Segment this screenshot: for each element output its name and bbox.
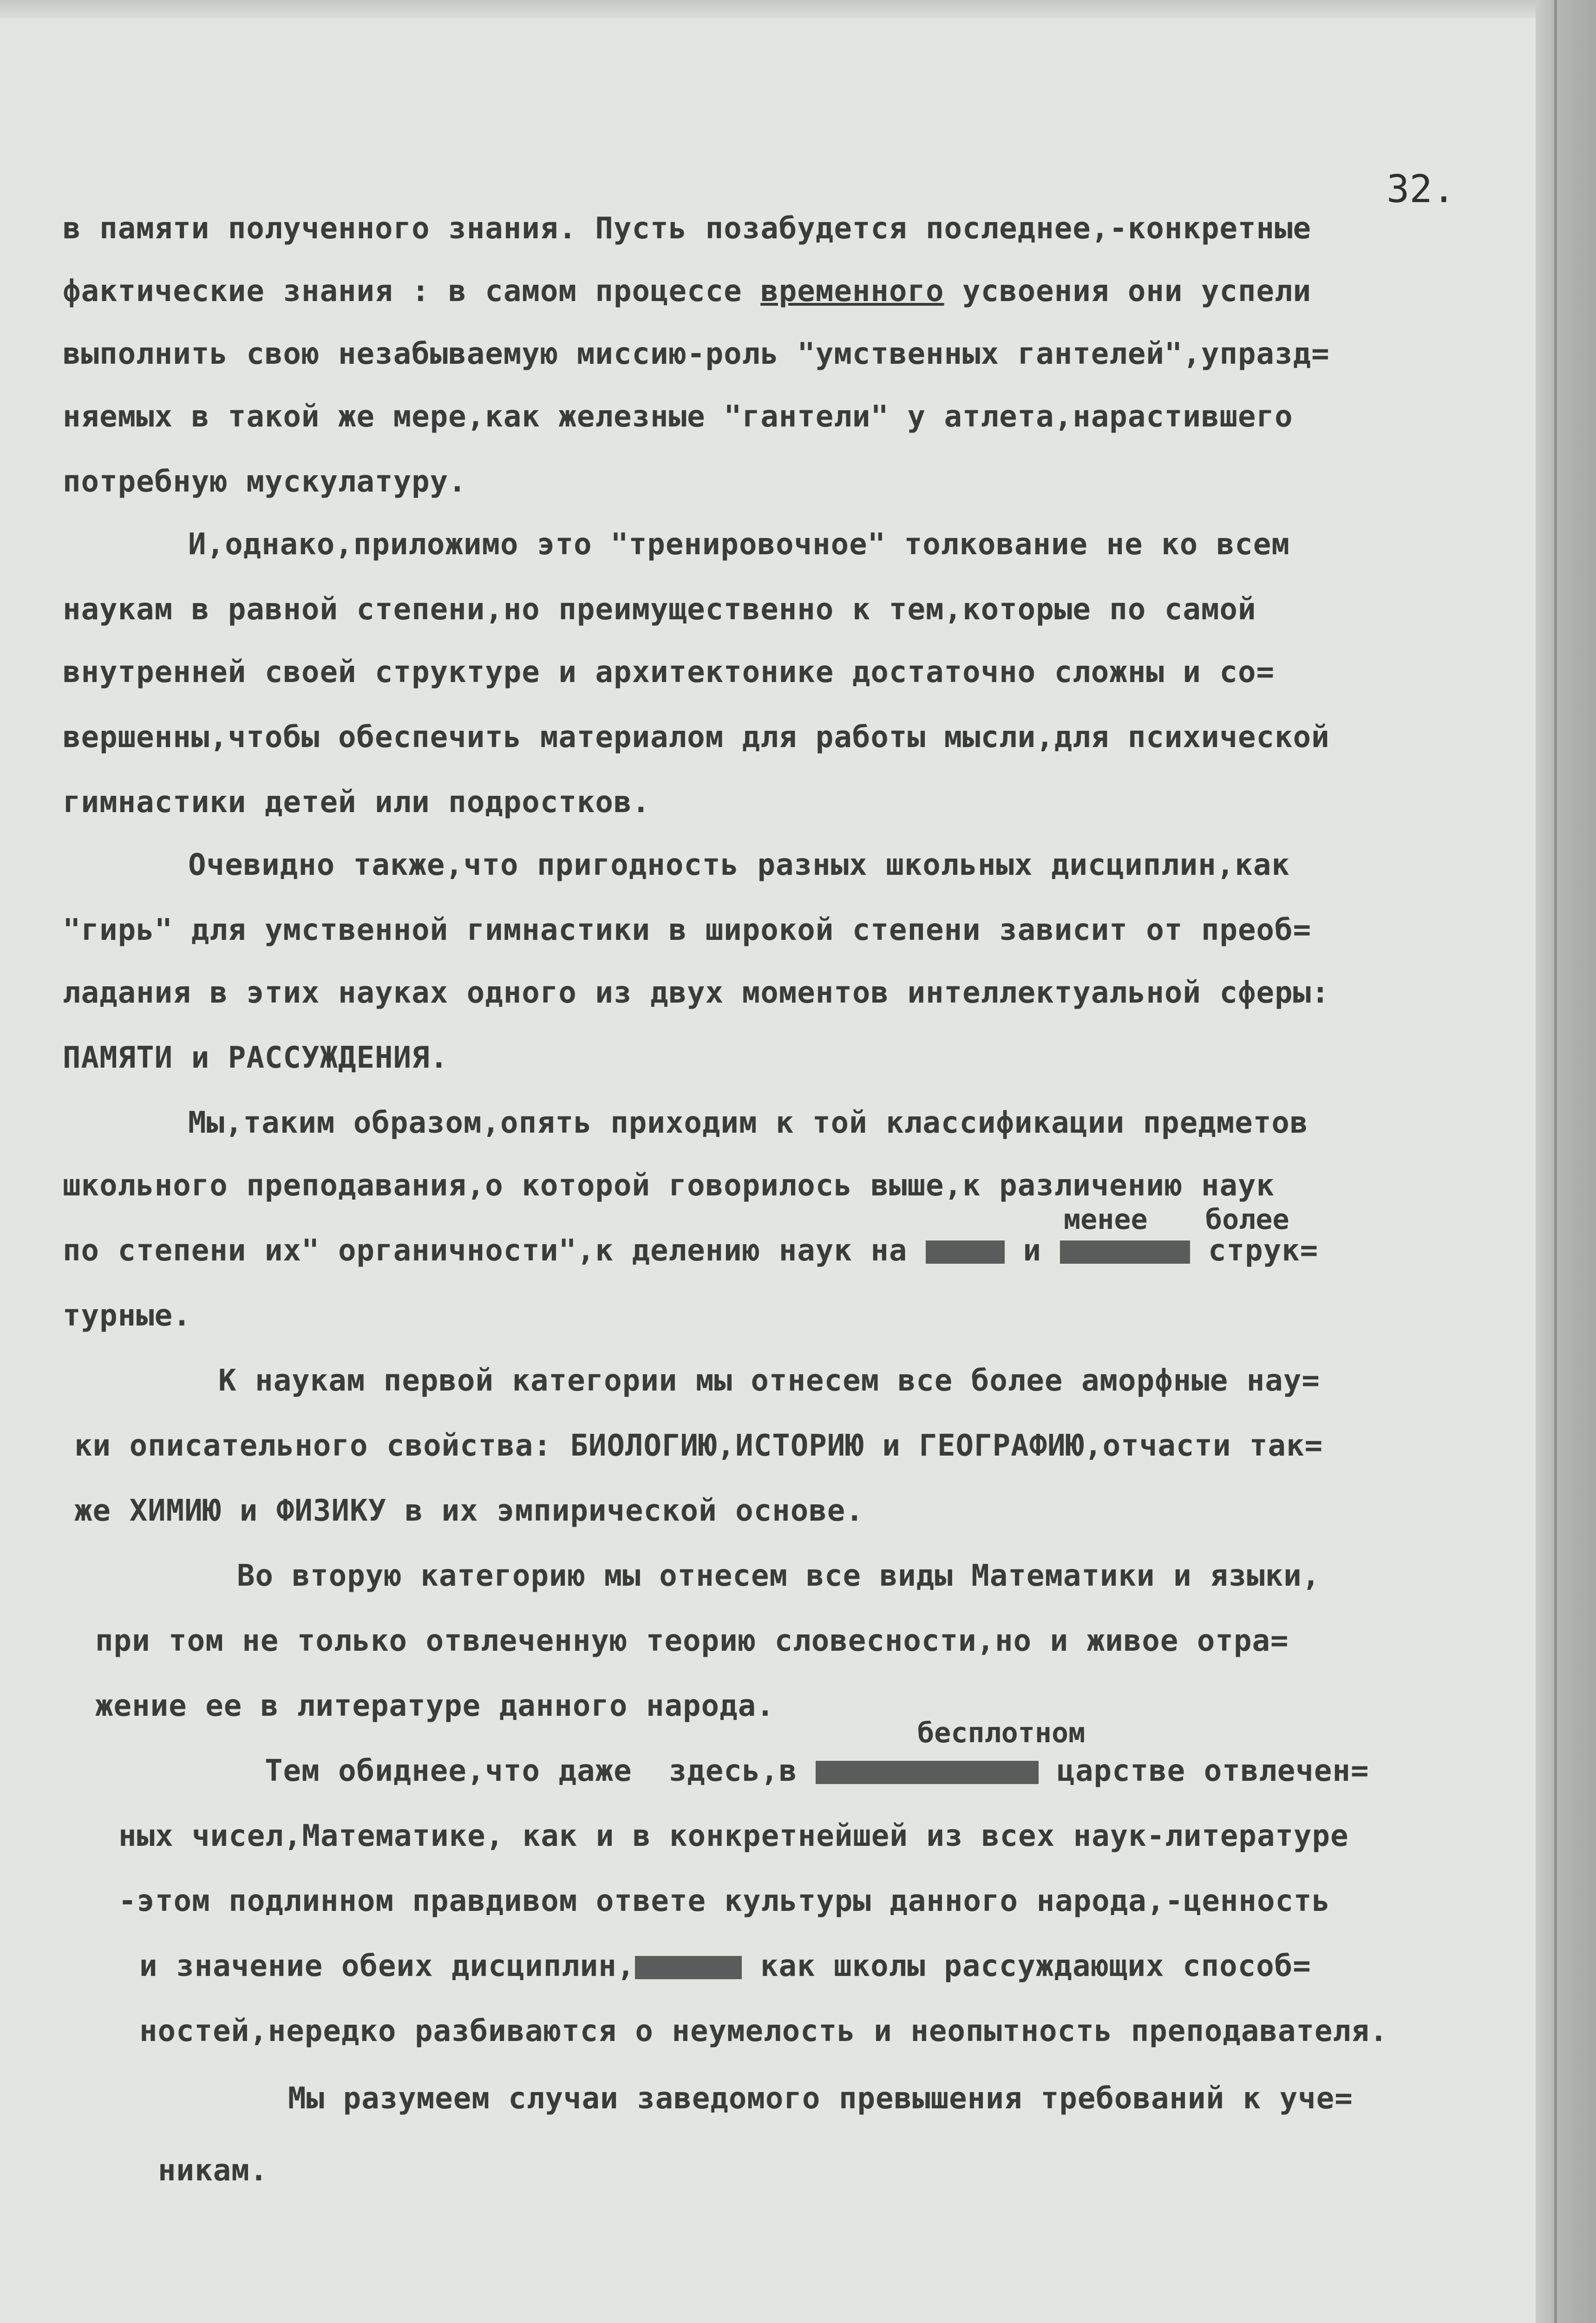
insert-bolee: более <box>1205 1203 1289 1236</box>
text-line-22: Во вторую категорию мы отнесем все виды Математики и языки, <box>237 1559 1321 1593</box>
text-line-2: фактические знания : в самом процессе временного усвоения они успели <box>63 274 1312 308</box>
text-line-16: школьного преподавания,о которой говорилось выше,к различению наук <box>63 1168 1275 1203</box>
text-line-20: ки описательного свойства: БИОЛОГИЮ,ИСТОРИЮ и ГЕОГРАФИЮ,отчасти так= <box>74 1429 1323 1463</box>
page-number: 32. <box>1387 167 1456 211</box>
text-line-24: жение ее в литературе данного народа. <box>95 1689 775 1723</box>
text-line-25: Тем обиднее,что даже здесь,в царстве отвлечен= <box>265 1754 1369 1788</box>
insert-menee: менее <box>1064 1203 1148 1236</box>
text-line-21: же ХИМИЮ и ФИЗИКУ в их эмпирической основе. <box>74 1494 864 1528</box>
page-right-edge <box>1536 0 1596 2323</box>
text-line-31: никам. <box>158 2153 268 2188</box>
text-line-7: наукам в равной степени,но преимущественно к тем,которые по самой <box>63 592 1256 627</box>
underlined-word: временного <box>760 274 944 308</box>
text-line-4: няемых в такой же мере,как железные "гантели" у атлета,нарастившего <box>63 400 1293 434</box>
text-line-26: ных чисел,Математике, как и в конкретнейшей из всех наук-литературе <box>118 1819 1349 1853</box>
text-line-17: по степени их" органичности",к делению наук на и струк= <box>63 1234 1319 1268</box>
text-line-15: Мы,таким образом,опять приходим к той классификации предметов <box>188 1106 1308 1140</box>
text-line-12: "гирь" для умственной гимнастики в широкой степени зависит от преоб= <box>63 913 1312 947</box>
struck-word-4 <box>635 1956 742 1979</box>
insert-besplotnom: бесплотном <box>917 1717 1086 1749</box>
struck-word-2 <box>1060 1240 1190 1264</box>
text-line-29: ностей,нередко разбиваются о неумелость и неопытность преподавателя. <box>139 2014 1388 2048</box>
text-line-6: И,однако,приложимо это "тренировочное" толкование не ко всем <box>188 527 1290 562</box>
text-line-10: гимнастики детей или подростков. <box>63 785 650 820</box>
struck-word-3 <box>816 1761 1039 1784</box>
text-line-9: вершенны,чтобы обеспечить материалом для работы мысли,для психической <box>63 720 1330 755</box>
text-line-1: в памяти полученного знания. Пусть позабудется последнее,-конкретные <box>63 211 1312 246</box>
text-line-23: при том не только отвлеченную теорию словесности,но и живое отра= <box>95 1624 1289 1658</box>
text-line-27: -этом подлинном правдивом ответе культуры данного народа,-ценность <box>118 1884 1331 1918</box>
text-line-19: К наукам первой категории мы отнесем все более аморфные нау= <box>218 1364 1320 1398</box>
text-line-11: Очевидно также,что пригодность разных школьных дисциплин,как <box>188 848 1290 882</box>
text-line-18: турные. <box>63 1299 191 1333</box>
page-top-edge <box>0 0 1536 19</box>
text-line-28: и значение обеих дисциплин, как школы рассуждающих способ= <box>139 1949 1311 1983</box>
text-line-14: ПАМЯТИ и РАССУЖДЕНИЯ. <box>63 1041 449 1075</box>
text-line-8: внутренней своей структуре и архитектонике достаточно сложны и со= <box>63 655 1275 689</box>
text-line-3: выполнить свою незабываемую миссию-роль "умственных гантелей",упразд= <box>63 337 1330 371</box>
struck-word-1 <box>926 1240 1005 1264</box>
text-line-13: ладания в этих науках одного из двух моментов интеллектуальной сферы: <box>63 976 1330 1010</box>
text-line-5: потребную мускулатуру. <box>63 465 467 499</box>
text-line-30: Мы разумеем случаи заведомого превышения требований к уче= <box>288 2081 1353 2116</box>
